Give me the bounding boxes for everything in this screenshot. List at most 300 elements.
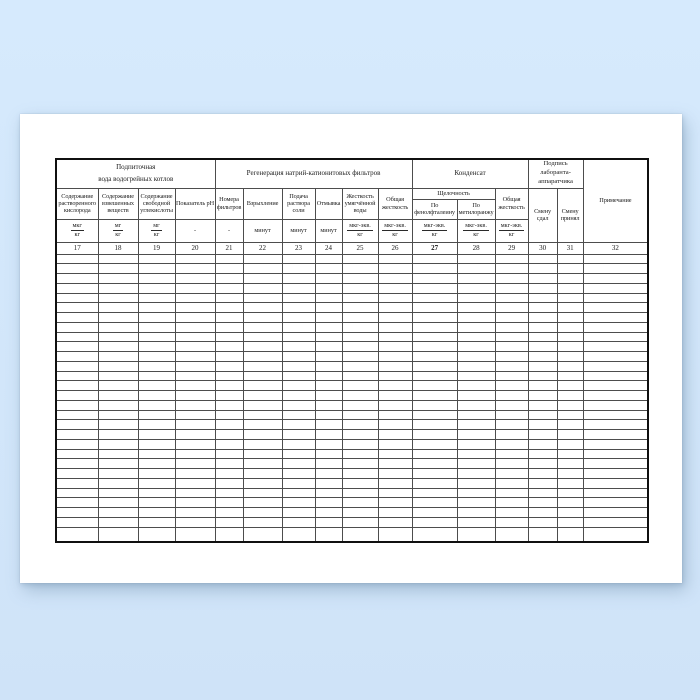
empty-cell — [282, 352, 315, 362]
empty-cell — [215, 254, 243, 264]
empty-cell — [583, 478, 648, 488]
empty-cell — [56, 498, 98, 508]
empty-cell — [282, 274, 315, 284]
empty-cell — [457, 254, 495, 264]
table-row — [56, 459, 648, 469]
empty-cell — [583, 488, 648, 498]
empty-cell — [282, 488, 315, 498]
empty-cell — [138, 322, 175, 332]
empty-cell — [175, 352, 215, 362]
empty-cell — [495, 322, 528, 332]
empty-cell — [342, 410, 378, 420]
empty-cell — [495, 430, 528, 440]
empty-cell — [342, 498, 378, 508]
empty-cell — [138, 488, 175, 498]
col-header-washing: Отмывка — [315, 188, 342, 219]
empty-cell — [175, 303, 215, 313]
empty-cell — [138, 469, 175, 479]
empty-cell — [457, 352, 495, 362]
empty-cell — [56, 342, 98, 352]
table-row — [56, 430, 648, 440]
empty-cell — [342, 371, 378, 381]
empty-cell — [528, 254, 557, 264]
empty-cell — [457, 322, 495, 332]
empty-cell — [412, 332, 457, 342]
empty-cell — [528, 322, 557, 332]
column-numbers-row — [56, 242, 648, 254]
empty-cell — [342, 303, 378, 313]
empty-cell — [315, 322, 342, 332]
empty-cell — [412, 274, 457, 284]
empty-cell — [457, 332, 495, 342]
empty-cell — [98, 254, 138, 264]
empty-cell — [282, 264, 315, 274]
column-number: 27 — [412, 242, 457, 254]
empty-cell — [583, 322, 648, 332]
empty-cell — [215, 332, 243, 342]
empty-cell — [528, 361, 557, 371]
empty-cell — [98, 332, 138, 342]
empty-cell — [282, 254, 315, 264]
empty-cell — [412, 517, 457, 527]
empty-cell — [56, 283, 98, 293]
empty-cell — [315, 488, 342, 498]
empty-cell — [215, 391, 243, 401]
column-number: 18 — [98, 242, 138, 254]
column-number: 21 — [215, 242, 243, 254]
empty-cell — [56, 371, 98, 381]
table-row — [56, 381, 648, 391]
empty-cell — [243, 400, 282, 410]
empty-cell — [56, 478, 98, 488]
empty-cell — [495, 488, 528, 498]
empty-cell — [56, 527, 98, 542]
empty-cell — [342, 439, 378, 449]
empty-cell — [215, 498, 243, 508]
empty-cell — [557, 322, 583, 332]
empty-cell — [243, 313, 282, 323]
empty-cell — [138, 342, 175, 352]
empty-cell — [282, 478, 315, 488]
empty-cell — [243, 342, 282, 352]
empty-cell — [557, 498, 583, 508]
unit-cell: - — [215, 219, 243, 242]
empty-cell — [412, 254, 457, 264]
empty-cell — [138, 439, 175, 449]
empty-cell — [215, 293, 243, 303]
empty-cell — [495, 283, 528, 293]
table-row — [56, 527, 648, 542]
empty-cell — [412, 430, 457, 440]
empty-cell — [175, 449, 215, 459]
empty-cell — [412, 391, 457, 401]
group-label-line: аппаратчика — [538, 178, 573, 186]
empty-cell — [315, 371, 342, 381]
empty-cell — [528, 352, 557, 362]
empty-cell — [56, 420, 98, 430]
empty-cell — [583, 508, 648, 518]
empty-cell — [315, 332, 342, 342]
column-number: 29 — [495, 242, 528, 254]
empty-cell — [175, 293, 215, 303]
empty-cell — [583, 469, 648, 479]
empty-cell — [315, 459, 342, 469]
empty-cell — [315, 391, 342, 401]
empty-cell — [412, 449, 457, 459]
empty-cell — [315, 430, 342, 440]
empty-cell — [56, 352, 98, 362]
empty-cell — [215, 371, 243, 381]
table-body — [56, 254, 648, 542]
table-row — [56, 254, 648, 264]
empty-cell — [56, 449, 98, 459]
empty-cell — [557, 274, 583, 284]
table-row — [56, 439, 648, 449]
empty-cell — [495, 508, 528, 518]
empty-cell — [315, 439, 342, 449]
empty-cell — [495, 400, 528, 410]
group-label-line: лаборанта- — [540, 169, 571, 177]
empty-cell — [175, 361, 215, 371]
empty-cell — [175, 508, 215, 518]
unit-cell — [457, 219, 495, 242]
empty-cell — [495, 469, 528, 479]
table-row — [56, 420, 648, 430]
unit-fraction: $\frac{\text{мкг-экв.}}{кг}$ — [465, 222, 487, 238]
empty-cell — [138, 352, 175, 362]
empty-cell — [528, 517, 557, 527]
empty-cell — [315, 400, 342, 410]
empty-cell — [215, 303, 243, 313]
empty-cell — [557, 264, 583, 274]
empty-cell — [378, 254, 412, 264]
empty-cell — [315, 254, 342, 264]
column-number: 28 — [457, 242, 495, 254]
col-header-shift-handed-over: Смену сдал — [528, 188, 557, 242]
empty-cell — [98, 527, 138, 542]
empty-cell — [457, 449, 495, 459]
empty-cell — [583, 459, 648, 469]
empty-cell — [557, 381, 583, 391]
empty-cell — [528, 498, 557, 508]
col-header-salt-solution: Подача раствора соли — [282, 188, 315, 219]
empty-cell — [342, 352, 378, 362]
group-header-signature — [528, 159, 583, 188]
empty-cell — [412, 371, 457, 381]
empty-cell — [215, 430, 243, 440]
empty-cell — [243, 459, 282, 469]
empty-cell — [56, 381, 98, 391]
empty-cell — [528, 459, 557, 469]
empty-cell — [412, 283, 457, 293]
empty-cell — [56, 322, 98, 332]
empty-cell — [215, 459, 243, 469]
empty-cell — [98, 381, 138, 391]
table-row — [56, 469, 648, 479]
empty-cell — [98, 459, 138, 469]
empty-cell — [378, 361, 412, 371]
empty-cell — [412, 527, 457, 542]
empty-cell — [342, 430, 378, 440]
empty-cell — [528, 332, 557, 342]
empty-cell — [243, 391, 282, 401]
table-row — [56, 361, 648, 371]
empty-cell — [215, 527, 243, 542]
empty-cell — [342, 322, 378, 332]
empty-cell — [98, 313, 138, 323]
empty-cell — [342, 361, 378, 371]
table-row — [56, 303, 648, 313]
group-header-makeup-water — [56, 159, 215, 188]
empty-cell — [315, 293, 342, 303]
empty-cell — [243, 283, 282, 293]
empty-cell — [378, 332, 412, 342]
table-row — [56, 498, 648, 508]
empty-cell — [528, 527, 557, 542]
empty-cell — [528, 488, 557, 498]
empty-cell — [175, 430, 215, 440]
empty-cell — [56, 264, 98, 274]
empty-cell — [215, 274, 243, 284]
unit-fraction: $\frac{\text{мкг-экв.}}{кг}$ — [349, 222, 371, 238]
empty-cell — [98, 274, 138, 284]
empty-cell — [138, 527, 175, 542]
empty-cell — [457, 478, 495, 488]
empty-cell — [495, 313, 528, 323]
unit-fraction: $\frac{\text{мкг-экв.}}{кг}$ — [384, 222, 406, 238]
empty-cell — [457, 283, 495, 293]
empty-cell — [175, 332, 215, 342]
empty-cell — [495, 420, 528, 430]
column-header-row — [56, 188, 648, 199]
water-treatment-log-table — [55, 158, 649, 543]
empty-cell — [412, 469, 457, 479]
empty-cell — [215, 283, 243, 293]
empty-cell — [175, 283, 215, 293]
table-row — [56, 313, 648, 323]
empty-cell — [378, 420, 412, 430]
empty-cell — [342, 332, 378, 342]
empty-cell — [138, 264, 175, 274]
empty-cell — [495, 342, 528, 352]
empty-cell — [138, 508, 175, 518]
empty-cell — [243, 488, 282, 498]
empty-cell — [282, 469, 315, 479]
empty-cell — [528, 293, 557, 303]
table-row — [56, 508, 648, 518]
empty-cell — [495, 352, 528, 362]
empty-cell — [412, 439, 457, 449]
empty-cell — [557, 449, 583, 459]
empty-cell — [457, 391, 495, 401]
unit-fraction: $\frac{мг}{кг}$ — [114, 222, 122, 238]
empty-cell — [557, 254, 583, 264]
empty-cell — [342, 488, 378, 498]
empty-cell — [175, 264, 215, 274]
empty-cell — [557, 527, 583, 542]
empty-cell — [243, 478, 282, 488]
empty-cell — [315, 352, 342, 362]
column-number: 22 — [243, 242, 282, 254]
empty-cell — [282, 517, 315, 527]
empty-cell — [282, 361, 315, 371]
empty-cell — [378, 293, 412, 303]
empty-cell — [175, 498, 215, 508]
empty-cell — [412, 313, 457, 323]
empty-cell — [98, 488, 138, 498]
empty-cell — [215, 313, 243, 323]
empty-cell — [412, 342, 457, 352]
empty-cell — [56, 361, 98, 371]
empty-cell — [56, 293, 98, 303]
column-number: 25 — [342, 242, 378, 254]
empty-cell — [378, 264, 412, 274]
empty-cell — [557, 459, 583, 469]
empty-cell — [138, 313, 175, 323]
empty-cell — [243, 254, 282, 264]
empty-cell — [495, 303, 528, 313]
empty-cell — [457, 508, 495, 518]
empty-cell — [495, 332, 528, 342]
group-label-line: Подпиточная — [116, 162, 156, 171]
empty-cell — [282, 508, 315, 518]
table-row — [56, 283, 648, 293]
col-header-free-co2: Содержание свободной углекислоты — [138, 188, 175, 219]
empty-cell — [98, 293, 138, 303]
empty-cell — [138, 410, 175, 420]
unit-cell — [378, 219, 412, 242]
col-header-loosening: Взрыхление — [243, 188, 282, 219]
empty-cell — [243, 264, 282, 274]
empty-cell — [583, 391, 648, 401]
empty-cell — [557, 400, 583, 410]
empty-cell — [412, 381, 457, 391]
empty-cell — [315, 469, 342, 479]
empty-cell — [138, 391, 175, 401]
empty-cell — [215, 517, 243, 527]
empty-cell — [56, 488, 98, 498]
empty-cell — [495, 371, 528, 381]
empty-cell — [528, 508, 557, 518]
empty-cell — [243, 332, 282, 342]
empty-cell — [56, 469, 98, 479]
empty-cell — [282, 439, 315, 449]
group-label-line: Подпись — [543, 160, 568, 168]
empty-cell — [315, 264, 342, 274]
table-row — [56, 449, 648, 459]
empty-cell — [315, 478, 342, 488]
empty-cell — [175, 439, 215, 449]
col-header-total-hardness-regen: Общая жесткость — [378, 188, 412, 219]
col-header-methyl-orange: По метилоранжу — [457, 199, 495, 219]
empty-cell — [378, 342, 412, 352]
empty-cell — [412, 361, 457, 371]
empty-cell — [175, 517, 215, 527]
empty-cell — [56, 430, 98, 440]
empty-cell — [98, 410, 138, 420]
empty-cell — [215, 508, 243, 518]
empty-cell — [56, 313, 98, 323]
empty-cell — [175, 254, 215, 264]
column-number: 32 — [583, 242, 648, 254]
empty-cell — [412, 508, 457, 518]
empty-cell — [138, 293, 175, 303]
empty-cell — [56, 254, 98, 264]
empty-cell — [457, 371, 495, 381]
empty-cell — [215, 342, 243, 352]
empty-cell — [495, 264, 528, 274]
empty-cell — [315, 508, 342, 518]
empty-cell — [528, 410, 557, 420]
empty-cell — [98, 469, 138, 479]
empty-cell — [557, 508, 583, 518]
empty-cell — [98, 342, 138, 352]
col-header-note: Примечание — [583, 159, 648, 242]
group-header-row — [56, 159, 648, 188]
group-header-regeneration: Регенерация натрий-катионитовых фильтров — [215, 159, 412, 188]
col-header-filter-numbers: Номера фильтров — [215, 188, 243, 219]
empty-cell — [315, 283, 342, 293]
empty-cell — [282, 293, 315, 303]
empty-cell — [495, 527, 528, 542]
empty-cell — [528, 391, 557, 401]
empty-cell — [342, 391, 378, 401]
empty-cell — [457, 410, 495, 420]
empty-cell — [282, 527, 315, 542]
empty-cell — [282, 371, 315, 381]
empty-cell — [315, 420, 342, 430]
empty-cell — [528, 449, 557, 459]
empty-cell — [56, 459, 98, 469]
empty-cell — [138, 381, 175, 391]
table-row — [56, 342, 648, 352]
empty-cell — [378, 313, 412, 323]
table-row — [56, 371, 648, 381]
column-number: 26 — [378, 242, 412, 254]
unit-cell: минут — [315, 219, 342, 242]
empty-cell — [583, 410, 648, 420]
empty-cell — [378, 391, 412, 401]
empty-cell — [378, 283, 412, 293]
table-row — [56, 410, 648, 420]
empty-cell — [378, 527, 412, 542]
empty-cell — [528, 381, 557, 391]
empty-cell — [243, 322, 282, 332]
column-number: 19 — [138, 242, 175, 254]
empty-cell — [243, 498, 282, 508]
empty-cell — [528, 478, 557, 488]
empty-cell — [557, 469, 583, 479]
empty-cell — [457, 420, 495, 430]
empty-cell — [138, 283, 175, 293]
empty-cell — [457, 430, 495, 440]
empty-cell — [528, 400, 557, 410]
empty-cell — [138, 449, 175, 459]
empty-cell — [583, 420, 648, 430]
table-row — [56, 391, 648, 401]
empty-cell — [282, 459, 315, 469]
empty-cell — [557, 332, 583, 342]
empty-cell — [315, 410, 342, 420]
table-row — [56, 332, 648, 342]
table-row — [56, 293, 648, 303]
empty-cell — [457, 313, 495, 323]
empty-cell — [495, 478, 528, 488]
unit-cell: минут — [243, 219, 282, 242]
table-row — [56, 488, 648, 498]
empty-cell — [378, 439, 412, 449]
group-header-condensate: Конденсат — [412, 159, 528, 188]
